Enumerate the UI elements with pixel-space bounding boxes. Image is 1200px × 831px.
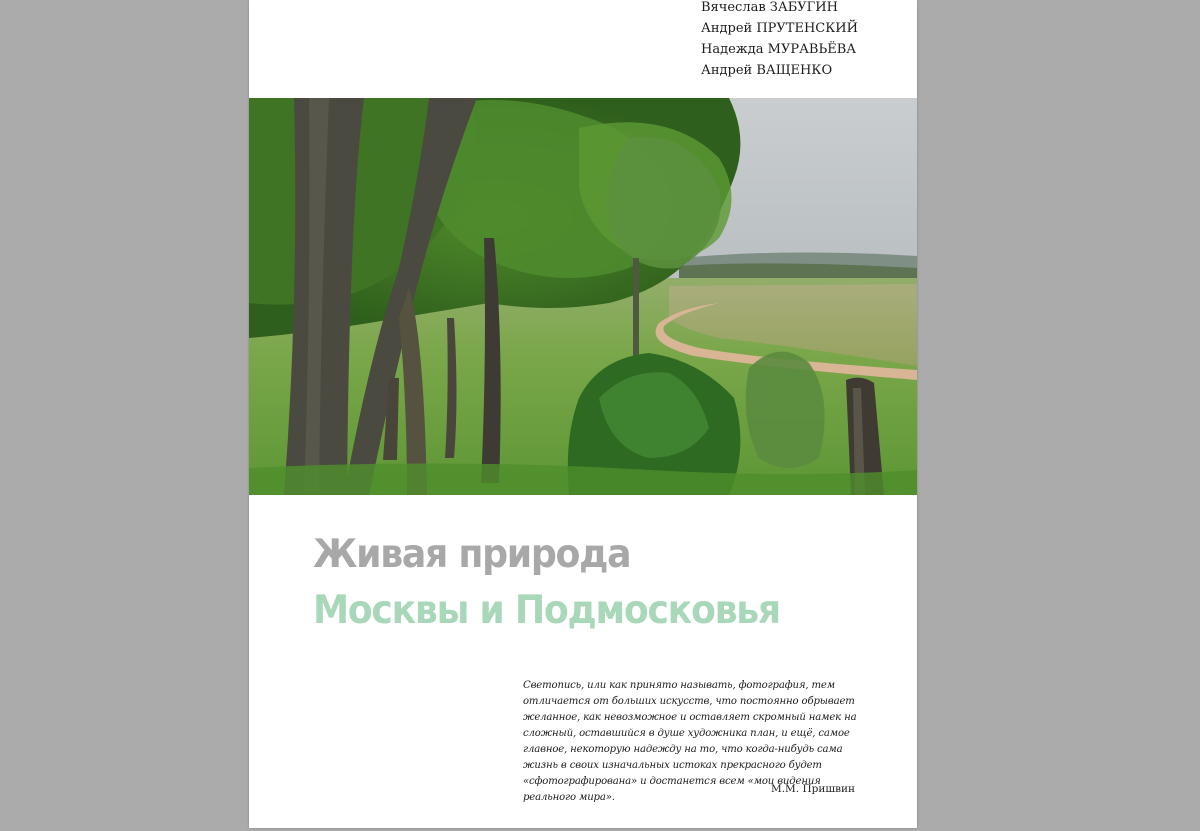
epigraph-text: Светопись, или как принято называть, фотография, тем отличается от больших искусств, что постоянно обрывает желанное, как невозможное и оставляет скромный намек на сложный, оставшийся в душе художника план, и ещё, самое главное, некоторую надежду на то, что когда-нибудь сама жизнь в своих изначальных истоках прекрасного будет «сфотографирована» и достанется всем «мои видения реального мира». <box>523 680 857 803</box>
author-name: Андрей ПРУТЕНСКИЙ <box>701 21 858 36</box>
landscape-photo-image <box>249 98 917 495</box>
author-list <box>701 0 858 81</box>
book-title-line-2: Москвы и Подмосковья <box>313 588 780 633</box>
landscape-photo <box>249 98 917 495</box>
book-title-line-1: Живая природа <box>313 532 631 577</box>
author-name: Андрей ВАЩЕНКО <box>701 63 833 78</box>
book-page <box>249 0 917 828</box>
author-name: Надежда МУРАВЬЁВА <box>701 42 857 57</box>
epigraph-author: М.М. Пришвин <box>770 783 855 795</box>
book-title <box>313 527 780 639</box>
author-name: Вячеслав ЗАБУГИН <box>701 0 838 15</box>
